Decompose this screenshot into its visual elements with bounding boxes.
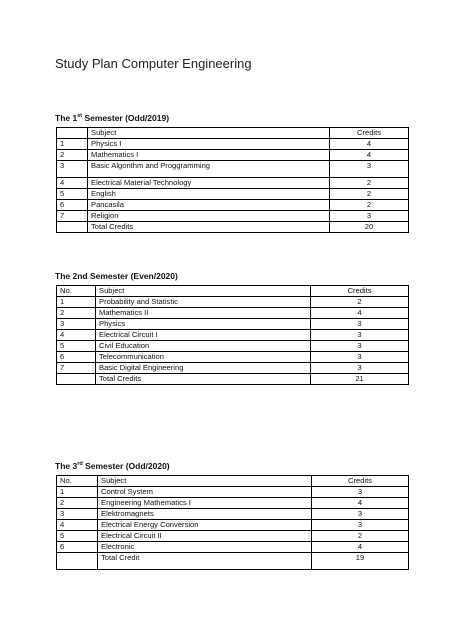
row-credits: 3 [311, 330, 409, 341]
row-subject: Electrical Energy Conversion [98, 520, 312, 531]
total-row [57, 222, 409, 233]
header-credits: Credits [330, 128, 409, 139]
semester-3-heading-suffix: Semester (Odd/2020) [82, 461, 170, 471]
table-row [57, 520, 409, 531]
table-row [57, 308, 409, 319]
table-row [57, 341, 409, 352]
row-no: 1 [57, 139, 88, 150]
total-row [57, 553, 409, 570]
total-value: 19 [312, 553, 409, 570]
semester-2-heading [55, 271, 178, 281]
row-credits: 2 [330, 189, 409, 200]
row-credits: 4 [312, 498, 409, 509]
row-subject: Pancasila [88, 200, 330, 211]
row-subject: Electrical Circuit I [96, 330, 311, 341]
semester-1-heading [55, 113, 169, 123]
row-credits: 3 [312, 487, 409, 498]
table-row [57, 139, 409, 150]
table-header-row [57, 476, 409, 487]
header-subject: Subject [98, 476, 312, 487]
row-no: 4 [57, 330, 96, 341]
row-no: 4 [57, 520, 98, 531]
table-row [57, 542, 409, 553]
row-subject: Civil Education [96, 341, 311, 352]
row-credits: 4 [311, 308, 409, 319]
header-subject: Subject [96, 286, 311, 297]
total-value: 20 [330, 222, 409, 233]
page-title: Study Plan Computer Engineering [55, 56, 252, 71]
row-no: 4 [57, 178, 88, 189]
table-row [57, 531, 409, 542]
row-credits: 3 [311, 352, 409, 363]
row-subject: Basic Algorithm and Proggramming [88, 161, 330, 178]
table-header-row [57, 128, 409, 139]
header-no: No. [57, 476, 98, 487]
row-credits: 4 [312, 542, 409, 553]
semester-1-table [56, 127, 409, 233]
table-row [57, 487, 409, 498]
row-no: 3 [57, 161, 88, 178]
row-no: 6 [57, 542, 98, 553]
total-label: Total Credits [96, 374, 311, 385]
row-no: 2 [57, 308, 96, 319]
row-subject: Basic Digital Engineering [96, 363, 311, 374]
row-subject: Mathematics I [88, 150, 330, 161]
semester-1-heading-sup: st [77, 113, 83, 120]
row-subject: Control System [98, 487, 312, 498]
row-credits: 3 [330, 211, 409, 222]
row-no: 3 [57, 319, 96, 330]
table-row [57, 363, 409, 374]
header-credits: Credits [312, 476, 409, 487]
row-credits: 3 [311, 341, 409, 352]
table-row [57, 352, 409, 363]
table-row [57, 161, 409, 178]
table-row [57, 150, 409, 161]
row-no: 6 [57, 352, 96, 363]
row-subject: English [88, 189, 330, 200]
row-subject: Mathematics II [96, 308, 311, 319]
row-credits: 3 [330, 161, 409, 178]
total-no-cell [57, 553, 98, 570]
row-subject: Religion [88, 211, 330, 222]
table-row [57, 189, 409, 200]
row-credits: 2 [312, 531, 409, 542]
row-credits: 3 [311, 319, 409, 330]
header-no: No. [57, 286, 96, 297]
row-subject: Telecommunication [96, 352, 311, 363]
row-no: 5 [57, 189, 88, 200]
table-row [57, 498, 409, 509]
semester-1-heading-text: The 1 [55, 113, 78, 123]
row-no: 1 [57, 487, 98, 498]
row-subject: Electronic [98, 542, 312, 553]
total-value: 21 [311, 374, 409, 385]
row-no: 2 [57, 498, 98, 509]
row-no: 7 [57, 211, 88, 222]
table-row [57, 200, 409, 211]
row-credits: 3 [311, 363, 409, 374]
row-credits: 3 [312, 509, 409, 520]
table-row [57, 330, 409, 341]
row-no: 3 [57, 509, 98, 520]
row-no: 1 [57, 297, 96, 308]
total-label: Total Credit [98, 553, 312, 570]
semester-3-table [56, 475, 409, 570]
row-credits: 2 [330, 200, 409, 211]
total-no-cell [57, 374, 96, 385]
row-subject: Engineering Mathematics I [98, 498, 312, 509]
table-row [57, 211, 409, 222]
semester-3-heading [55, 461, 170, 471]
semester-1-heading-suffix: Semester (Odd/2019) [82, 113, 170, 123]
row-no: 5 [57, 531, 98, 542]
semester-3-heading-text: The 3 [55, 461, 78, 471]
total-label: Total Credits [88, 222, 330, 233]
semester-2-heading-text: The 2nd Semester (Even/2020) [55, 271, 178, 281]
header-no [57, 128, 88, 139]
row-subject: Electrical Material Technology [88, 178, 330, 189]
table-header-row [57, 286, 409, 297]
semester-2-table [56, 285, 409, 385]
row-subject: Physics I [88, 139, 330, 150]
row-subject: Electrical Circuit II [98, 531, 312, 542]
row-no: 5 [57, 341, 96, 352]
row-credits: 2 [330, 178, 409, 189]
total-no-cell [57, 222, 88, 233]
row-subject: Physics [96, 319, 311, 330]
row-subject: Elektromagnets [98, 509, 312, 520]
row-credits: 2 [311, 297, 409, 308]
header-credits: Credits [311, 286, 409, 297]
table-row [57, 319, 409, 330]
row-subject: Probability and Statistic [96, 297, 311, 308]
row-credits: 4 [330, 139, 409, 150]
table-row [57, 509, 409, 520]
row-credits: 3 [312, 520, 409, 531]
table-row [57, 297, 409, 308]
header-subject: Subject [88, 128, 330, 139]
row-no: 6 [57, 200, 88, 211]
row-no: 7 [57, 363, 96, 374]
total-row [57, 374, 409, 385]
row-credits: 4 [330, 150, 409, 161]
table-row [57, 178, 409, 189]
semester-3-heading-sup: rd [77, 461, 83, 468]
row-no: 2 [57, 150, 88, 161]
